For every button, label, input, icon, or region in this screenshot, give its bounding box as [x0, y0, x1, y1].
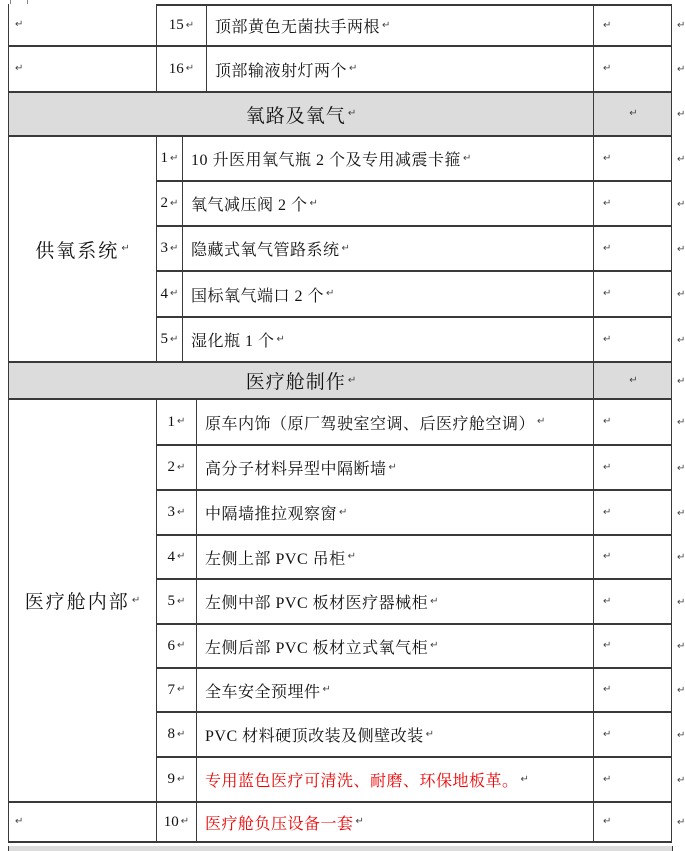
row-number: 4 — [167, 548, 176, 565]
paragraph-mark: ↵ — [15, 63, 24, 74]
outside-row-mark — [672, 400, 685, 446]
paragraph-mark: ↵ — [388, 461, 397, 473]
item-description: 隐藏式氧气管路系统 — [191, 242, 340, 259]
paragraph-mark: ↵ — [603, 640, 612, 651]
section-header-title: 医疗舱制作 — [245, 372, 346, 393]
next-row-preview-strip — [8, 846, 673, 851]
outside-row-mark — [672, 227, 685, 272]
row-number-cell[interactable] — [157, 669, 197, 713]
row-number: 4 — [160, 285, 169, 302]
remarks-cell[interactable] — [594, 137, 672, 182]
item-description-cell[interactable] — [183, 137, 594, 182]
remarks-cell[interactable] — [594, 713, 672, 758]
remarks-cell[interactable] — [594, 491, 672, 536]
item-description: 国标氧气端口 2 个 — [191, 287, 325, 305]
paragraph-mark: ↵ — [347, 108, 357, 119]
paragraph-mark: ↵ — [603, 816, 612, 827]
remarks-cell[interactable] — [594, 227, 672, 272]
item-description-cell[interactable] — [197, 400, 594, 446]
row-number-cell[interactable] — [157, 580, 197, 625]
paragraph-mark: ↵ — [276, 333, 285, 345]
item-description: 高分子材料异型中隔断墙 — [205, 461, 387, 478]
row-number-cell[interactable] — [157, 713, 197, 758]
paragraph-mark: ↵ — [177, 595, 186, 607]
item-description: 原车内饰（原厂驾驶室空调、后医疗舱空调） — [205, 415, 536, 433]
remarks-cell[interactable] — [594, 669, 672, 713]
outside-row-mark — [672, 491, 685, 536]
paragraph-mark: ↵ — [131, 594, 141, 606]
empty-category-cell[interactable] — [8, 4, 157, 47]
paragraph-mark: ↵ — [15, 816, 24, 827]
paragraph-mark: ↵ — [347, 551, 357, 562]
paragraph-mark: ↵ — [177, 506, 186, 518]
paragraph-mark: ↵ — [170, 288, 179, 299]
item-description-cell[interactable] — [197, 536, 594, 580]
paragraph-mark: ↵ — [382, 19, 391, 31]
paragraph-mark: ↵ — [177, 461, 186, 473]
paragraph-mark: ↵ — [677, 462, 685, 474]
remarks-cell[interactable] — [594, 93, 672, 137]
top-items-table — [8, 4, 685, 93]
item-description: PVC 材料硬顶改装及侧壁改装 — [205, 728, 424, 745]
row-number-cell[interactable] — [157, 137, 183, 182]
paragraph-mark: ↵ — [170, 242, 179, 254]
remarks-cell[interactable] — [594, 625, 672, 669]
oxygen-section-header-row — [8, 93, 685, 137]
item-description: 左侧后部 PVC 板材立式氧气柜 — [205, 639, 429, 657]
item-description-cell[interactable] — [183, 272, 594, 318]
paragraph-mark: ↵ — [341, 242, 350, 254]
remarks-cell[interactable] — [594, 318, 672, 363]
outside-row-mark — [672, 137, 685, 182]
row-number: 9 — [167, 771, 176, 787]
paragraph-mark: ↵ — [629, 108, 638, 119]
paragraph-mark: ↵ — [425, 728, 435, 740]
paragraph-mark: ↵ — [677, 729, 685, 741]
category-label: 供氧系统 — [35, 240, 120, 262]
item-description: 10 升医用氧气瓶 2 个及专用减震卡箍 — [191, 152, 462, 169]
paragraph-mark: ↵ — [603, 19, 612, 31]
remarks-cell[interactable] — [594, 47, 672, 93]
oxygen-supply-section — [8, 137, 685, 363]
outside-row-mark — [672, 93, 685, 137]
row-number-cell[interactable] — [157, 803, 197, 843]
row-number: 3 — [160, 240, 169, 256]
outside-row-mark — [672, 272, 685, 318]
row-number-cell[interactable] — [157, 446, 197, 491]
item-description-cell[interactable] — [183, 227, 594, 272]
paragraph-mark: ↵ — [677, 289, 685, 300]
paragraph-mark: ↵ — [185, 19, 195, 31]
paragraph-mark: ↵ — [177, 773, 186, 785]
paragraph-mark: ↵ — [677, 64, 685, 75]
medical-cabin-section — [8, 400, 685, 843]
paragraph-mark: ↵ — [677, 153, 685, 165]
outside-row-mark — [672, 446, 685, 491]
paragraph-mark: ↵ — [677, 19, 685, 31]
paragraph-mark: ↵ — [677, 243, 685, 255]
paragraph-mark: ↵ — [520, 773, 529, 785]
paragraph-mark: ↵ — [180, 816, 190, 827]
paragraph-mark: ↵ — [677, 375, 685, 387]
paragraph-mark: ↵ — [537, 416, 546, 427]
paragraph-mark: ↵ — [177, 728, 186, 740]
row-number-cell[interactable] — [157, 318, 183, 363]
outside-row-mark — [672, 758, 685, 803]
paragraph-mark: ↵ — [677, 596, 685, 608]
row-number: 1 — [160, 150, 169, 166]
remarks-cell[interactable] — [594, 536, 672, 580]
outside-row-mark — [672, 318, 685, 363]
section-header-cell[interactable] — [8, 363, 594, 400]
row-number-cell[interactable] — [157, 182, 183, 227]
outside-row-mark — [672, 182, 685, 227]
item-description-cell[interactable] — [183, 318, 594, 363]
paragraph-mark: ↵ — [177, 640, 186, 651]
paragraph-mark: ↵ — [430, 640, 439, 651]
remarks-cell[interactable] — [594, 803, 672, 843]
paragraph-mark: ↵ — [603, 416, 612, 427]
paragraph-mark: ↵ — [677, 641, 685, 652]
category-cell-medical-cabin[interactable] — [8, 400, 157, 803]
paragraph-mark: ↵ — [603, 506, 612, 518]
item-description-cell[interactable] — [197, 713, 594, 758]
category-label: 医疗舱内部 — [24, 592, 130, 613]
paragraph-mark: ↵ — [349, 63, 358, 74]
empty-category-cell[interactable] — [8, 803, 157, 843]
item-description-cell[interactable] — [197, 758, 594, 803]
row-number: 5 — [160, 331, 169, 347]
row-number: 15 — [168, 17, 184, 33]
outside-row-mark — [672, 47, 685, 93]
paragraph-mark: ↵ — [170, 197, 179, 209]
paragraph-mark: ↵ — [677, 552, 685, 563]
paragraph-mark: ↵ — [15, 18, 24, 30]
paragraph-mark: ↵ — [677, 334, 685, 346]
row-number-cell[interactable] — [157, 625, 197, 669]
paragraph-mark: ↵ — [677, 817, 685, 828]
row-number: 7 — [167, 681, 176, 698]
item-description-cell[interactable] — [197, 491, 594, 536]
paragraph-mark: ↵ — [170, 333, 179, 345]
item-description-cell[interactable] — [207, 47, 594, 93]
paragraph-mark: ↵ — [629, 374, 638, 386]
paragraph-mark: ↵ — [677, 774, 685, 786]
outside-row-mark — [672, 536, 685, 580]
medical-cabin-header-row — [8, 363, 685, 400]
outside-row-mark — [672, 580, 685, 625]
item-description: 左侧中部 PVC 板材医疗器械柜 — [205, 595, 429, 612]
row-number-cell[interactable] — [157, 758, 197, 803]
paragraph-mark: ↵ — [603, 684, 612, 695]
row-number: 2 — [160, 195, 169, 211]
item-description: 全车安全预埋件 — [205, 683, 321, 701]
remarks-cell[interactable] — [594, 363, 672, 400]
outside-row-mark — [672, 669, 685, 713]
item-description: 医疗舱负压设备一套 — [205, 815, 354, 833]
row-number-cell[interactable] — [157, 227, 183, 272]
paragraph-mark: ↵ — [603, 728, 612, 740]
row-number: 10 — [163, 813, 179, 830]
row-number: 1 — [167, 413, 176, 430]
row-number-cell[interactable] — [157, 491, 197, 536]
outside-row-mark — [672, 4, 685, 47]
paragraph-mark: ↵ — [309, 197, 318, 209]
item-description-cell[interactable] — [197, 669, 594, 713]
paragraph-mark: ↵ — [677, 198, 685, 210]
paragraph-mark: ↵ — [355, 816, 364, 827]
item-description-cell[interactable] — [197, 625, 594, 669]
item-description: 顶部黄色无菌扶手两根 — [215, 19, 381, 36]
paragraph-mark: ↵ — [430, 595, 439, 607]
paragraph-mark: ↵ — [677, 507, 685, 519]
paragraph-mark: ↵ — [177, 684, 186, 695]
paragraph-mark: ↵ — [170, 152, 179, 164]
row-number-cell[interactable] — [157, 47, 207, 93]
remarks-cell[interactable] — [594, 182, 672, 227]
item-description-cell[interactable] — [197, 580, 594, 625]
item-description: 氧气减压阀 2 个 — [191, 197, 308, 214]
row-number: 3 — [167, 504, 176, 520]
paragraph-mark: ↵ — [603, 197, 612, 209]
row-number: 16 — [168, 60, 184, 77]
paragraph-mark: ↵ — [677, 109, 685, 120]
paragraph-mark: ↵ — [326, 288, 335, 299]
paragraph-mark: ↵ — [603, 333, 612, 345]
paragraph-mark: ↵ — [177, 551, 186, 562]
row-number: 8 — [167, 726, 176, 742]
item-description: 专用蓝色医疗可清洗、耐磨、环保地板革。 — [205, 773, 519, 790]
remarks-cell[interactable] — [594, 758, 672, 803]
item-description: 顶部输液射灯两个 — [215, 62, 348, 80]
section-header-cell[interactable] — [8, 93, 594, 137]
remarks-cell[interactable] — [594, 272, 672, 318]
paragraph-mark: ↵ — [677, 417, 685, 428]
item-description-cell[interactable] — [197, 446, 594, 491]
outside-row-mark — [672, 713, 685, 758]
row-number-cell[interactable] — [157, 4, 207, 47]
paragraph-mark: ↵ — [121, 243, 130, 254]
remarks-cell[interactable] — [594, 400, 672, 446]
remarks-cell[interactable] — [594, 4, 672, 47]
paragraph-mark: ↵ — [603, 773, 612, 785]
paragraph-mark: ↵ — [347, 374, 357, 386]
item-description-cell[interactable] — [183, 182, 594, 227]
paragraph-mark: ↵ — [177, 416, 186, 427]
remarks-cell[interactable] — [594, 446, 672, 491]
paragraph-mark: ↵ — [677, 685, 685, 696]
paragraph-mark: ↵ — [603, 595, 612, 607]
paragraph-mark: ↵ — [603, 288, 612, 299]
paragraph-mark: ↵ — [603, 242, 612, 254]
item-description-cell[interactable] — [207, 4, 594, 47]
paragraph-mark: ↵ — [185, 63, 195, 74]
row-number: 2 — [167, 459, 176, 475]
outside-row-mark — [672, 803, 685, 843]
category-cell-oxygen-supply[interactable] — [8, 137, 157, 363]
row-number: 5 — [167, 593, 176, 609]
section-header-title: 氧路及氧气 — [245, 105, 346, 127]
item-description: 中隔墙推拉观察窗 — [205, 506, 338, 523]
paragraph-mark: ↵ — [339, 506, 348, 518]
item-description: 湿化瓶 1 个 — [191, 333, 275, 350]
row-number: 6 — [167, 637, 176, 654]
row-number-cell[interactable] — [157, 536, 197, 580]
remarks-cell[interactable] — [594, 580, 672, 625]
paragraph-mark: ↵ — [322, 684, 331, 695]
item-description: 左侧上部 PVC 吊柜 — [205, 550, 346, 568]
row-number-cell[interactable] — [157, 400, 197, 446]
paragraph-mark: ↵ — [603, 551, 612, 562]
outside-row-mark — [672, 625, 685, 669]
row-number-cell[interactable] — [157, 272, 183, 318]
paragraph-mark: ↵ — [603, 461, 612, 473]
item-description-cell[interactable] — [197, 803, 594, 843]
paragraph-mark: ↵ — [603, 63, 612, 74]
paragraph-mark: ↵ — [603, 152, 612, 164]
paragraph-mark: ↵ — [463, 152, 472, 164]
outside-row-mark — [672, 363, 685, 400]
empty-category-cell[interactable] — [8, 47, 157, 93]
